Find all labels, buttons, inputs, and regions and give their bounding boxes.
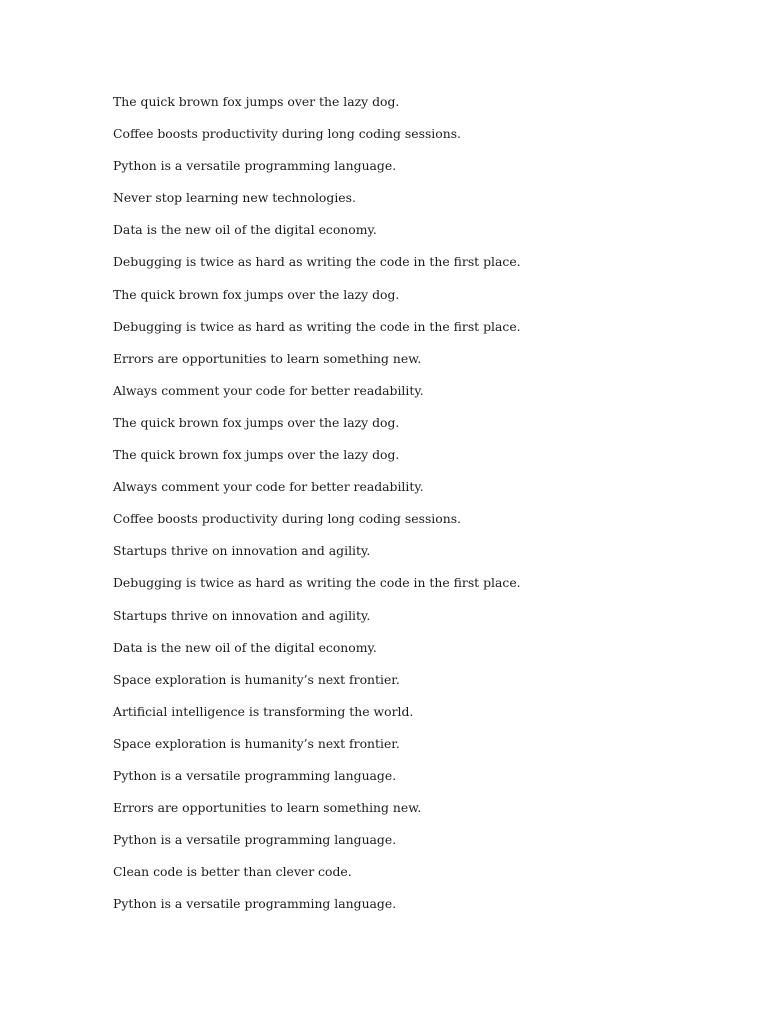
text-line: Coffee boosts productivity during long coding sessions. (113, 511, 461, 527)
text-line: Artificial intelligence is transforming the world. (113, 703, 414, 719)
text-line: Startups thrive on innovation and agility. (113, 607, 371, 623)
text-line: Python is a versatile programming language. (113, 767, 397, 783)
text-line: Startups thrive on innovation and agility. (113, 543, 371, 559)
text-line: Always comment your code for better readability. (113, 479, 424, 495)
text-line: Clean code is better than clever code. (113, 864, 352, 880)
text-line: Debugging is twice as hard as writing the code in the first place. (113, 318, 521, 334)
text-line: Python is a versatile programming language. (113, 832, 397, 848)
text-line: The quick brown fox jumps over the lazy dog. (113, 414, 400, 430)
text-line: The quick brown fox jumps over the lazy dog. (113, 447, 400, 463)
text-line: Python is a versatile programming language. (113, 896, 397, 912)
text-line: Data is the new oil of the digital economy. (113, 639, 377, 655)
text-line: Debugging is twice as hard as writing the code in the first place. (113, 575, 521, 591)
text-lines (113, 93, 521, 927)
text-line: Space exploration is humanity’s next frontier. (113, 671, 400, 687)
text-line: Python is a versatile programming language. (113, 158, 397, 174)
text-line: Errors are opportunities to learn something new. (113, 350, 422, 366)
text-line: Data is the new oil of the digital economy. (113, 222, 377, 238)
text-line: Debugging is twice as hard as writing the code in the first place. (113, 254, 521, 270)
text-line: Coffee boosts productivity during long coding sessions. (113, 126, 461, 142)
text-line: Always comment your code for better readability. (113, 382, 424, 398)
text-line: Space exploration is humanity’s next frontier. (113, 735, 400, 751)
text-line: The quick brown fox jumps over the lazy dog. (113, 94, 400, 109)
text-line: The quick brown fox jumps over the lazy dog. (113, 286, 400, 302)
text-line: Errors are opportunities to learn something new. (113, 800, 422, 816)
text-line: Never stop learning new technologies. (113, 190, 356, 206)
